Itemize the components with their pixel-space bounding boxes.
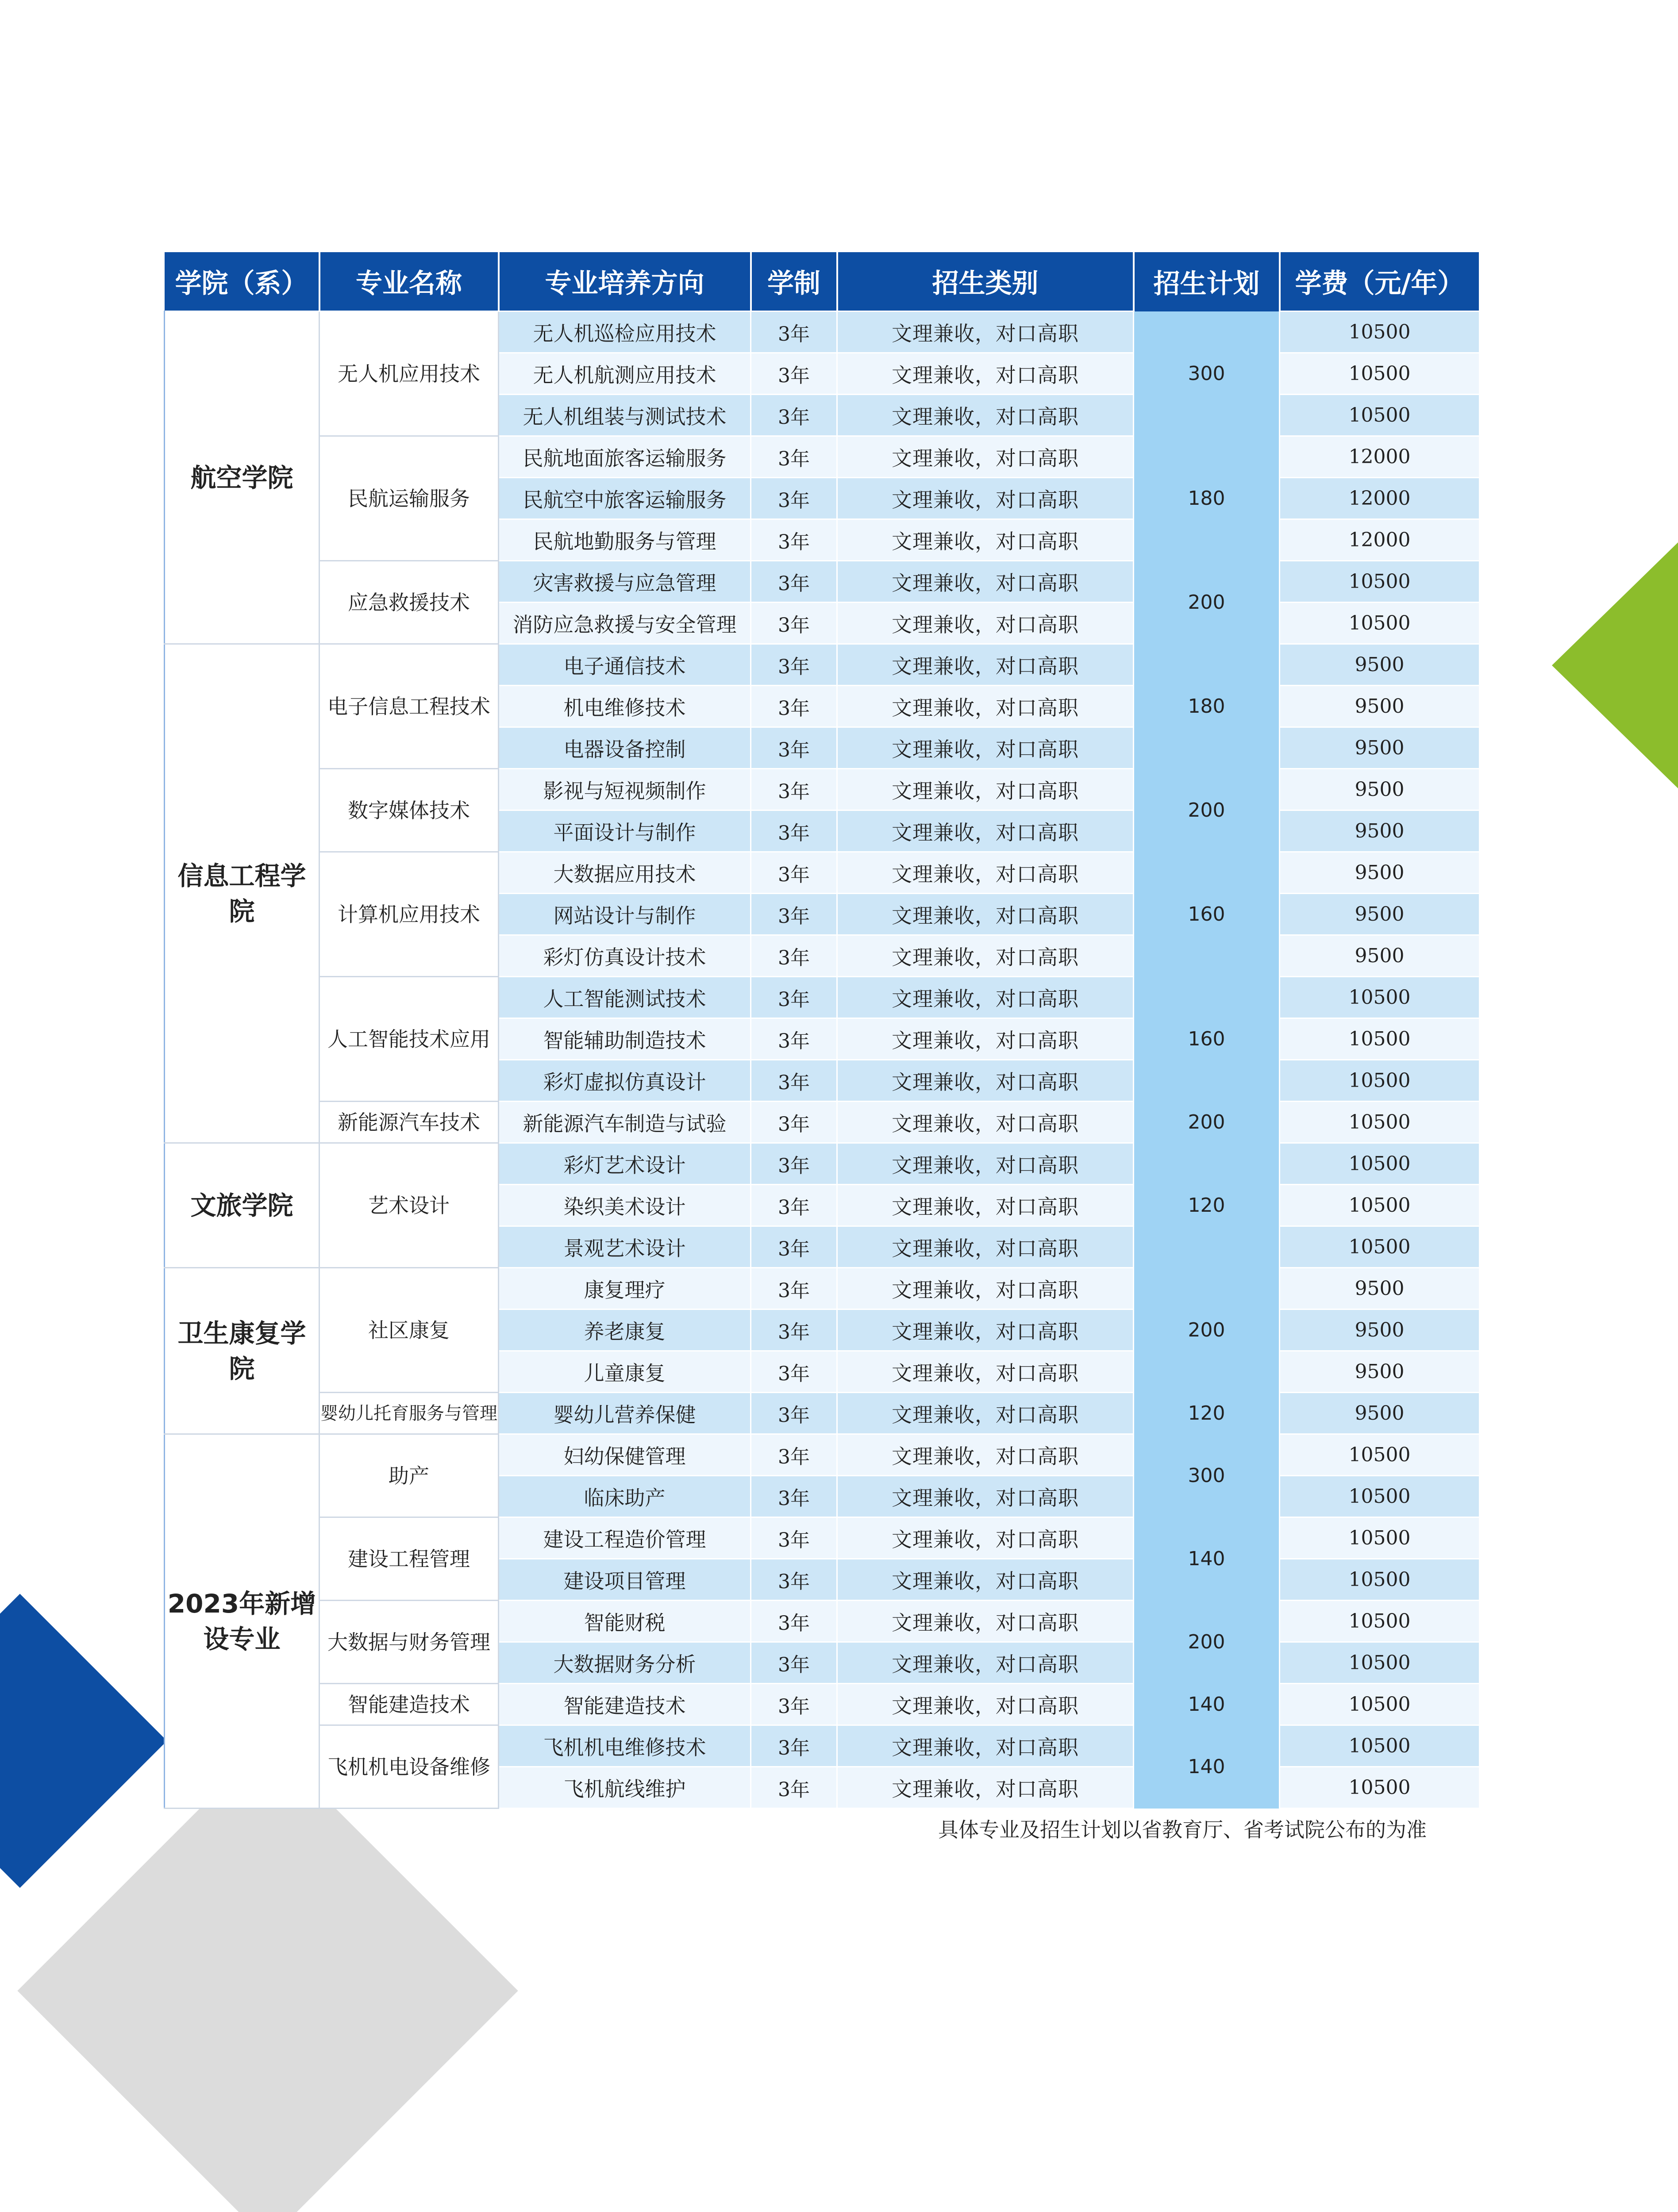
category-cell: 文理兼收，对口高职 [837, 1684, 1134, 1725]
fee-cell: 10500 [1280, 1476, 1480, 1517]
table-row [165, 1143, 1480, 1185]
fee-cell: 10500 [1280, 603, 1480, 644]
years-cell: 3年 [751, 1018, 837, 1060]
category-cell: 文理兼收，对口高职 [837, 1642, 1134, 1684]
table-row [165, 644, 1480, 686]
years-cell: 3年 [751, 353, 837, 395]
table-row [165, 436, 1480, 478]
major-name: 助产 [319, 1434, 499, 1517]
major-name: 民航运输服务 [319, 436, 499, 561]
direction-cell: 大数据应用技术 [499, 852, 751, 894]
major-name: 飞机机电设备维修 [319, 1725, 499, 1809]
header-direction: 专业培养方向 [499, 252, 751, 311]
plan-cell: 140 [1134, 1725, 1280, 1809]
direction-cell: 平面设计与制作 [499, 810, 751, 852]
category-cell: 文理兼收，对口高职 [837, 686, 1134, 727]
years-cell: 3年 [751, 769, 837, 810]
header-years: 学制 [751, 252, 837, 311]
direction-cell: 彩灯虚拟仿真设计 [499, 1060, 751, 1102]
category-cell: 文理兼收，对口高职 [837, 1226, 1134, 1268]
major-name: 艺术设计 [319, 1143, 499, 1268]
direction-cell: 网站设计与制作 [499, 894, 751, 935]
enrollment-plan-table [164, 252, 1481, 1809]
fee-cell: 10500 [1280, 1767, 1480, 1809]
category-cell: 文理兼收，对口高职 [837, 1185, 1134, 1226]
years-cell: 3年 [751, 478, 837, 519]
fee-cell: 10500 [1280, 1143, 1480, 1185]
fee-cell: 9500 [1280, 1310, 1480, 1351]
direction-cell: 电器设备控制 [499, 727, 751, 769]
direction-cell: 景观艺术设计 [499, 1226, 751, 1268]
category-cell: 文理兼收，对口高职 [837, 561, 1134, 603]
table-header-row [165, 252, 1480, 311]
fee-cell: 10500 [1280, 1018, 1480, 1060]
college-name: 航空学院 [165, 311, 319, 644]
category-cell: 文理兼收，对口高职 [837, 1143, 1134, 1185]
major-name: 社区康复 [319, 1268, 499, 1393]
direction-cell: 彩灯仿真设计技术 [499, 935, 751, 977]
fee-cell: 9500 [1280, 727, 1480, 769]
blue-diamond-decoration [0, 1594, 167, 1888]
category-cell: 文理兼收，对口高职 [837, 436, 1134, 478]
years-cell: 3年 [751, 644, 837, 686]
major-name: 婴幼儿托育服务与管理 [319, 1393, 499, 1434]
years-cell: 3年 [751, 1393, 837, 1434]
years-cell: 3年 [751, 395, 837, 436]
years-cell: 3年 [751, 1268, 837, 1310]
fee-cell: 10500 [1280, 977, 1480, 1018]
years-cell: 3年 [751, 1143, 837, 1185]
category-cell: 文理兼收，对口高职 [837, 935, 1134, 977]
table-body [165, 311, 1480, 1809]
category-cell: 文理兼收，对口高职 [837, 1767, 1134, 1809]
category-cell: 文理兼收，对口高职 [837, 1351, 1134, 1393]
direction-cell: 建设工程造价管理 [499, 1517, 751, 1559]
plan-cell: 200 [1134, 1268, 1280, 1393]
direction-cell: 婴幼儿营养保健 [499, 1393, 751, 1434]
direction-cell: 新能源汽车制造与试验 [499, 1102, 751, 1143]
table-row [165, 1268, 1480, 1310]
years-cell: 3年 [751, 519, 837, 561]
major-name: 电子信息工程技术 [319, 644, 499, 769]
fee-cell: 12000 [1280, 436, 1480, 478]
fee-cell: 9500 [1280, 686, 1480, 727]
fee-cell: 10500 [1280, 395, 1480, 436]
direction-cell: 影视与短视频制作 [499, 769, 751, 810]
major-name: 无人机应用技术 [319, 311, 499, 436]
direction-cell: 人工智能测试技术 [499, 977, 751, 1018]
major-name: 智能建造技术 [319, 1684, 499, 1725]
years-cell: 3年 [751, 311, 837, 353]
years-cell: 3年 [751, 686, 837, 727]
years-cell: 3年 [751, 1226, 837, 1268]
years-cell: 3年 [751, 1559, 837, 1601]
fee-cell: 9500 [1280, 935, 1480, 977]
fee-cell: 10500 [1280, 561, 1480, 603]
direction-cell: 无人机航测应用技术 [499, 353, 751, 395]
category-cell: 文理兼收，对口高职 [837, 478, 1134, 519]
direction-cell: 民航空中旅客运输服务 [499, 478, 751, 519]
years-cell: 3年 [751, 1642, 837, 1684]
category-cell: 文理兼收，对口高职 [837, 519, 1134, 561]
direction-cell: 智能辅助制造技术 [499, 1018, 751, 1060]
fee-cell: 9500 [1280, 644, 1480, 686]
plan-cell: 160 [1134, 977, 1280, 1102]
direction-cell: 机电维修技术 [499, 686, 751, 727]
header-major: 专业名称 [319, 252, 499, 311]
header-fee: 学费（元/年） [1280, 252, 1480, 311]
footer-note: 具体专业及招生计划以省教育厅、省考试院公布的为准 [938, 1818, 1427, 1842]
years-cell: 3年 [751, 852, 837, 894]
table-row [165, 1393, 1480, 1434]
fee-cell: 10500 [1280, 353, 1480, 395]
table-row [165, 1434, 1480, 1476]
category-cell: 文理兼收，对口高职 [837, 1393, 1134, 1434]
direction-cell: 消防应急救援与安全管理 [499, 603, 751, 644]
table-row [165, 1517, 1480, 1559]
plan-cell: 300 [1134, 311, 1280, 436]
fee-cell: 10500 [1280, 1642, 1480, 1684]
years-cell: 3年 [751, 1684, 837, 1725]
years-cell: 3年 [751, 561, 837, 603]
plan-cell: 120 [1134, 1143, 1280, 1268]
years-cell: 3年 [751, 727, 837, 769]
category-cell: 文理兼收，对口高职 [837, 1476, 1134, 1517]
direction-cell: 无人机巡检应用技术 [499, 311, 751, 353]
fee-cell: 9500 [1280, 769, 1480, 810]
direction-cell: 智能财税 [499, 1601, 751, 1642]
category-cell: 文理兼收，对口高职 [837, 1060, 1134, 1102]
plan-cell: 180 [1134, 644, 1280, 769]
category-cell: 文理兼收，对口高职 [837, 769, 1134, 810]
major-name: 人工智能技术应用 [319, 977, 499, 1102]
plan-cell: 140 [1134, 1684, 1280, 1725]
plan-cell: 140 [1134, 1517, 1280, 1601]
direction-cell: 临床助产 [499, 1476, 751, 1517]
green-triangle-decoration [1552, 542, 1678, 788]
years-cell: 3年 [751, 603, 837, 644]
plan-cell: 120 [1134, 1393, 1280, 1434]
years-cell: 3年 [751, 1725, 837, 1767]
table-row [165, 311, 1480, 353]
direction-cell: 民航地勤服务与管理 [499, 519, 751, 561]
category-cell: 文理兼收，对口高职 [837, 894, 1134, 935]
table-row [165, 561, 1480, 603]
fee-cell: 9500 [1280, 810, 1480, 852]
header-plan: 招生计划 [1134, 252, 1280, 311]
table-row [165, 852, 1480, 894]
category-cell: 文理兼收，对口高职 [837, 852, 1134, 894]
years-cell: 3年 [751, 1476, 837, 1517]
plan-cell: 200 [1134, 1601, 1280, 1684]
category-cell: 文理兼收，对口高职 [837, 810, 1134, 852]
fee-cell: 10500 [1280, 1185, 1480, 1226]
fee-cell: 10500 [1280, 1601, 1480, 1642]
category-cell: 文理兼收，对口高职 [837, 1434, 1134, 1476]
years-cell: 3年 [751, 810, 837, 852]
direction-cell: 彩灯艺术设计 [499, 1143, 751, 1185]
direction-cell: 养老康复 [499, 1310, 751, 1351]
direction-cell: 灾害救援与应急管理 [499, 561, 751, 603]
table-row [165, 977, 1480, 1018]
direction-cell: 智能建造技术 [499, 1684, 751, 1725]
years-cell: 3年 [751, 1767, 837, 1809]
direction-cell: 染织美术设计 [499, 1185, 751, 1226]
category-cell: 文理兼收，对口高职 [837, 1601, 1134, 1642]
category-cell: 文理兼收，对口高职 [837, 603, 1134, 644]
table-row [165, 769, 1480, 810]
header-category: 招生类别 [837, 252, 1134, 311]
fee-cell: 9500 [1280, 1351, 1480, 1393]
years-cell: 3年 [751, 894, 837, 935]
category-cell: 文理兼收，对口高职 [837, 1310, 1134, 1351]
category-cell: 文理兼收，对口高职 [837, 395, 1134, 436]
college-name: 卫生康复学院 [165, 1268, 319, 1434]
fee-cell: 9500 [1280, 852, 1480, 894]
fee-cell: 9500 [1280, 1393, 1480, 1434]
years-cell: 3年 [751, 1434, 837, 1476]
years-cell: 3年 [751, 935, 837, 977]
plan-cell: 200 [1134, 561, 1280, 644]
major-name: 数字媒体技术 [319, 769, 499, 852]
fee-cell: 12000 [1280, 519, 1480, 561]
direction-cell: 飞机机电维修技术 [499, 1725, 751, 1767]
major-name: 应急救援技术 [319, 561, 499, 644]
years-cell: 3年 [751, 977, 837, 1018]
years-cell: 3年 [751, 1601, 837, 1642]
category-cell: 文理兼收，对口高职 [837, 1559, 1134, 1601]
direction-cell: 民航地面旅客运输服务 [499, 436, 751, 478]
category-cell: 文理兼收，对口高职 [837, 1268, 1134, 1310]
years-cell: 3年 [751, 1310, 837, 1351]
fee-cell: 9500 [1280, 894, 1480, 935]
years-cell: 3年 [751, 1102, 837, 1143]
table-row [165, 1102, 1480, 1143]
plan-cell: 160 [1134, 852, 1280, 977]
direction-cell: 无人机组装与测试技术 [499, 395, 751, 436]
table-row [165, 1601, 1480, 1642]
category-cell: 文理兼收，对口高职 [837, 977, 1134, 1018]
fee-cell: 9500 [1280, 1268, 1480, 1310]
direction-cell: 儿童康复 [499, 1351, 751, 1393]
major-name: 计算机应用技术 [319, 852, 499, 977]
category-cell: 文理兼收，对口高职 [837, 1725, 1134, 1767]
college-name: 2023年新增设专业 [165, 1434, 319, 1809]
years-cell: 3年 [751, 1060, 837, 1102]
direction-cell: 建设项目管理 [499, 1559, 751, 1601]
fee-cell: 10500 [1280, 1226, 1480, 1268]
years-cell: 3年 [751, 1517, 837, 1559]
major-name: 大数据与财务管理 [319, 1601, 499, 1684]
college-name: 文旅学院 [165, 1143, 319, 1268]
plan-cell: 200 [1134, 769, 1280, 852]
table-row [165, 1725, 1480, 1767]
years-cell: 3年 [751, 1185, 837, 1226]
fee-cell: 10500 [1280, 311, 1480, 353]
fee-cell: 10500 [1280, 1517, 1480, 1559]
fee-cell: 10500 [1280, 1684, 1480, 1725]
category-cell: 文理兼收，对口高职 [837, 1517, 1134, 1559]
college-name: 信息工程学院 [165, 644, 319, 1143]
direction-cell: 飞机航线维护 [499, 1767, 751, 1809]
plan-cell: 180 [1134, 436, 1280, 561]
category-cell: 文理兼收，对口高职 [837, 644, 1134, 686]
category-cell: 文理兼收，对口高职 [837, 727, 1134, 769]
major-name: 建设工程管理 [319, 1517, 499, 1601]
header-college: 学院（系） [165, 252, 319, 311]
fee-cell: 10500 [1280, 1060, 1480, 1102]
direction-cell: 电子通信技术 [499, 644, 751, 686]
fee-cell: 10500 [1280, 1102, 1480, 1143]
table-row [165, 1684, 1480, 1725]
years-cell: 3年 [751, 436, 837, 478]
years-cell: 3年 [751, 1351, 837, 1393]
category-cell: 文理兼收，对口高职 [837, 353, 1134, 395]
category-cell: 文理兼收，对口高职 [837, 311, 1134, 353]
fee-cell: 10500 [1280, 1559, 1480, 1601]
category-cell: 文理兼收，对口高职 [837, 1102, 1134, 1143]
category-cell: 文理兼收，对口高职 [837, 1018, 1134, 1060]
fee-cell: 12000 [1280, 478, 1480, 519]
plan-cell: 300 [1134, 1434, 1280, 1517]
major-name: 新能源汽车技术 [319, 1102, 499, 1143]
plan-cell: 200 [1134, 1102, 1280, 1143]
direction-cell: 妇幼保健管理 [499, 1434, 751, 1476]
direction-cell: 大数据财务分析 [499, 1642, 751, 1684]
direction-cell: 康复理疗 [499, 1268, 751, 1310]
fee-cell: 10500 [1280, 1725, 1480, 1767]
fee-cell: 10500 [1280, 1434, 1480, 1476]
